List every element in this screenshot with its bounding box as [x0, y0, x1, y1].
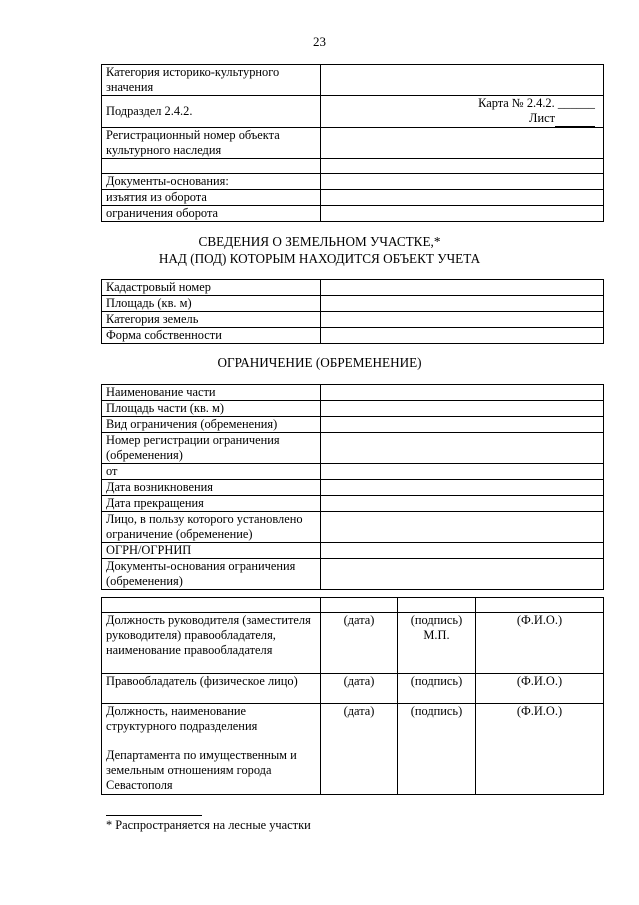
individual-owner-role: Правообладатель (физическое лицо) [102, 674, 321, 704]
stamp-place: М.П. [423, 628, 450, 642]
owner-head-sign: (подпись) [410, 613, 463, 627]
restriction-row-value[interactable] [321, 543, 604, 559]
owner-head-sign-cell[interactable] [398, 613, 476, 674]
land-row-value[interactable] [321, 328, 604, 344]
department-role: Должность, наименование структурного подразделения [106, 704, 258, 733]
owner-head-date[interactable]: (дата) [321, 613, 398, 674]
land-heading-line2: НАД (ПОД) КОТОРЫМ НАХОДИТСЯ ОБЪЕКТ УЧЕТА [158, 251, 481, 266]
individual-owner-sign[interactable]: (подпись) [398, 674, 476, 704]
land-row-label: Кадастровый номер [102, 280, 321, 296]
subsection-label: Подраздел 2.4.2. [102, 96, 321, 128]
restriction-row-value[interactable] [321, 480, 604, 496]
land-row-label: Форма собственности [102, 328, 321, 344]
signature-table [101, 597, 604, 795]
restriction-row-value[interactable] [321, 559, 604, 590]
restriction-row-value[interactable] [321, 496, 604, 512]
individual-owner-fio[interactable]: (Ф.И.О.) [476, 674, 604, 704]
restriction-row-label: Площадь части (кв. м) [102, 401, 321, 417]
sig-blank-cell [102, 598, 321, 613]
page-number: 23 [313, 34, 326, 49]
land-row-label: Площадь (кв. м) [102, 296, 321, 312]
turnover-restriction-value[interactable] [321, 206, 604, 222]
land-row-value[interactable] [321, 296, 604, 312]
restriction-row-label: Документы-основания ограничения (обременения) [102, 559, 321, 590]
land-row-value[interactable] [321, 312, 604, 328]
sig-blank-cell [398, 598, 476, 613]
department-sign[interactable]: (подпись) [398, 704, 476, 795]
withdrawal-value[interactable] [321, 190, 604, 206]
sheet-label: Лист [529, 111, 555, 125]
restriction-row-label: Дата прекращения [102, 496, 321, 512]
restriction-row-value[interactable] [321, 417, 604, 433]
owner-head-fio[interactable]: (Ф.И.О.) [476, 613, 604, 674]
restriction-row-label: Наименование части [102, 385, 321, 401]
land-plot-table [101, 279, 604, 344]
card-number-blank[interactable]: ______ [557, 96, 595, 110]
owner-head-role: Должность руководителя (заместителя руководителя) правообладателя, наименование правообладателя [102, 613, 321, 674]
individual-owner-date[interactable]: (дата) [321, 674, 398, 704]
restriction-heading: ОГРАНИЧЕНИЕ (ОБРЕМЕНЕНИЕ) [217, 355, 422, 370]
sheet-blank[interactable] [555, 111, 595, 127]
restriction-table [101, 384, 604, 590]
restriction-row-label: от [102, 464, 321, 480]
turnover-restriction-label: ограничения оборота [102, 206, 321, 222]
land-heading-line1: СВЕДЕНИЯ О ЗЕМЕЛЬНОМ УЧАСТКЕ,* [198, 234, 441, 249]
restriction-row-label: Лицо, в пользу которого установлено ограничение (обременение) [102, 512, 321, 543]
registration-number-label: Регистрационный номер объекта культурного наследия [102, 128, 321, 159]
withdrawal-label: изъятия из оборота [102, 190, 321, 206]
department-date[interactable]: (дата) [321, 704, 398, 795]
restriction-row-value[interactable] [321, 512, 604, 543]
department-name: Департамента по имущественным и земельным отношениям города Севастополя [106, 748, 297, 792]
documents-basis-value[interactable] [321, 174, 604, 190]
department-role-cell [102, 704, 321, 795]
restriction-row-value[interactable] [321, 401, 604, 417]
land-section-heading [0, 233, 639, 267]
restriction-row-label: Дата возникновения [102, 480, 321, 496]
restriction-row-value[interactable] [321, 433, 604, 464]
documents-basis-label: Документы-основания: [102, 174, 321, 190]
land-row-value[interactable] [321, 280, 604, 296]
empty-row [102, 159, 321, 174]
restriction-row-value[interactable] [321, 464, 604, 480]
restriction-row-label: Номер регистрации ограничения (обременения) [102, 433, 321, 464]
object-info-table [101, 64, 604, 222]
category-value[interactable] [321, 65, 604, 96]
footnote-separator [106, 815, 202, 816]
department-fio[interactable]: (Ф.И.О.) [476, 704, 604, 795]
category-label: Категория историко-культурного значения [102, 65, 321, 96]
empty-row-value[interactable] [321, 159, 604, 174]
restriction-row-label: ОГРН/ОГРНИП [102, 543, 321, 559]
footnote: * Распространяется на лесные участки [106, 818, 311, 832]
registration-number-value[interactable] [321, 128, 604, 159]
sig-blank-cell [476, 598, 604, 613]
card-number-label: Карта № 2.4.2. [478, 96, 555, 110]
restriction-row-label: Вид ограничения (обременения) [102, 417, 321, 433]
restriction-row-value[interactable] [321, 385, 604, 401]
card-number-cell[interactable] [321, 96, 604, 128]
land-row-label: Категория земель [102, 312, 321, 328]
sig-blank-cell [321, 598, 398, 613]
